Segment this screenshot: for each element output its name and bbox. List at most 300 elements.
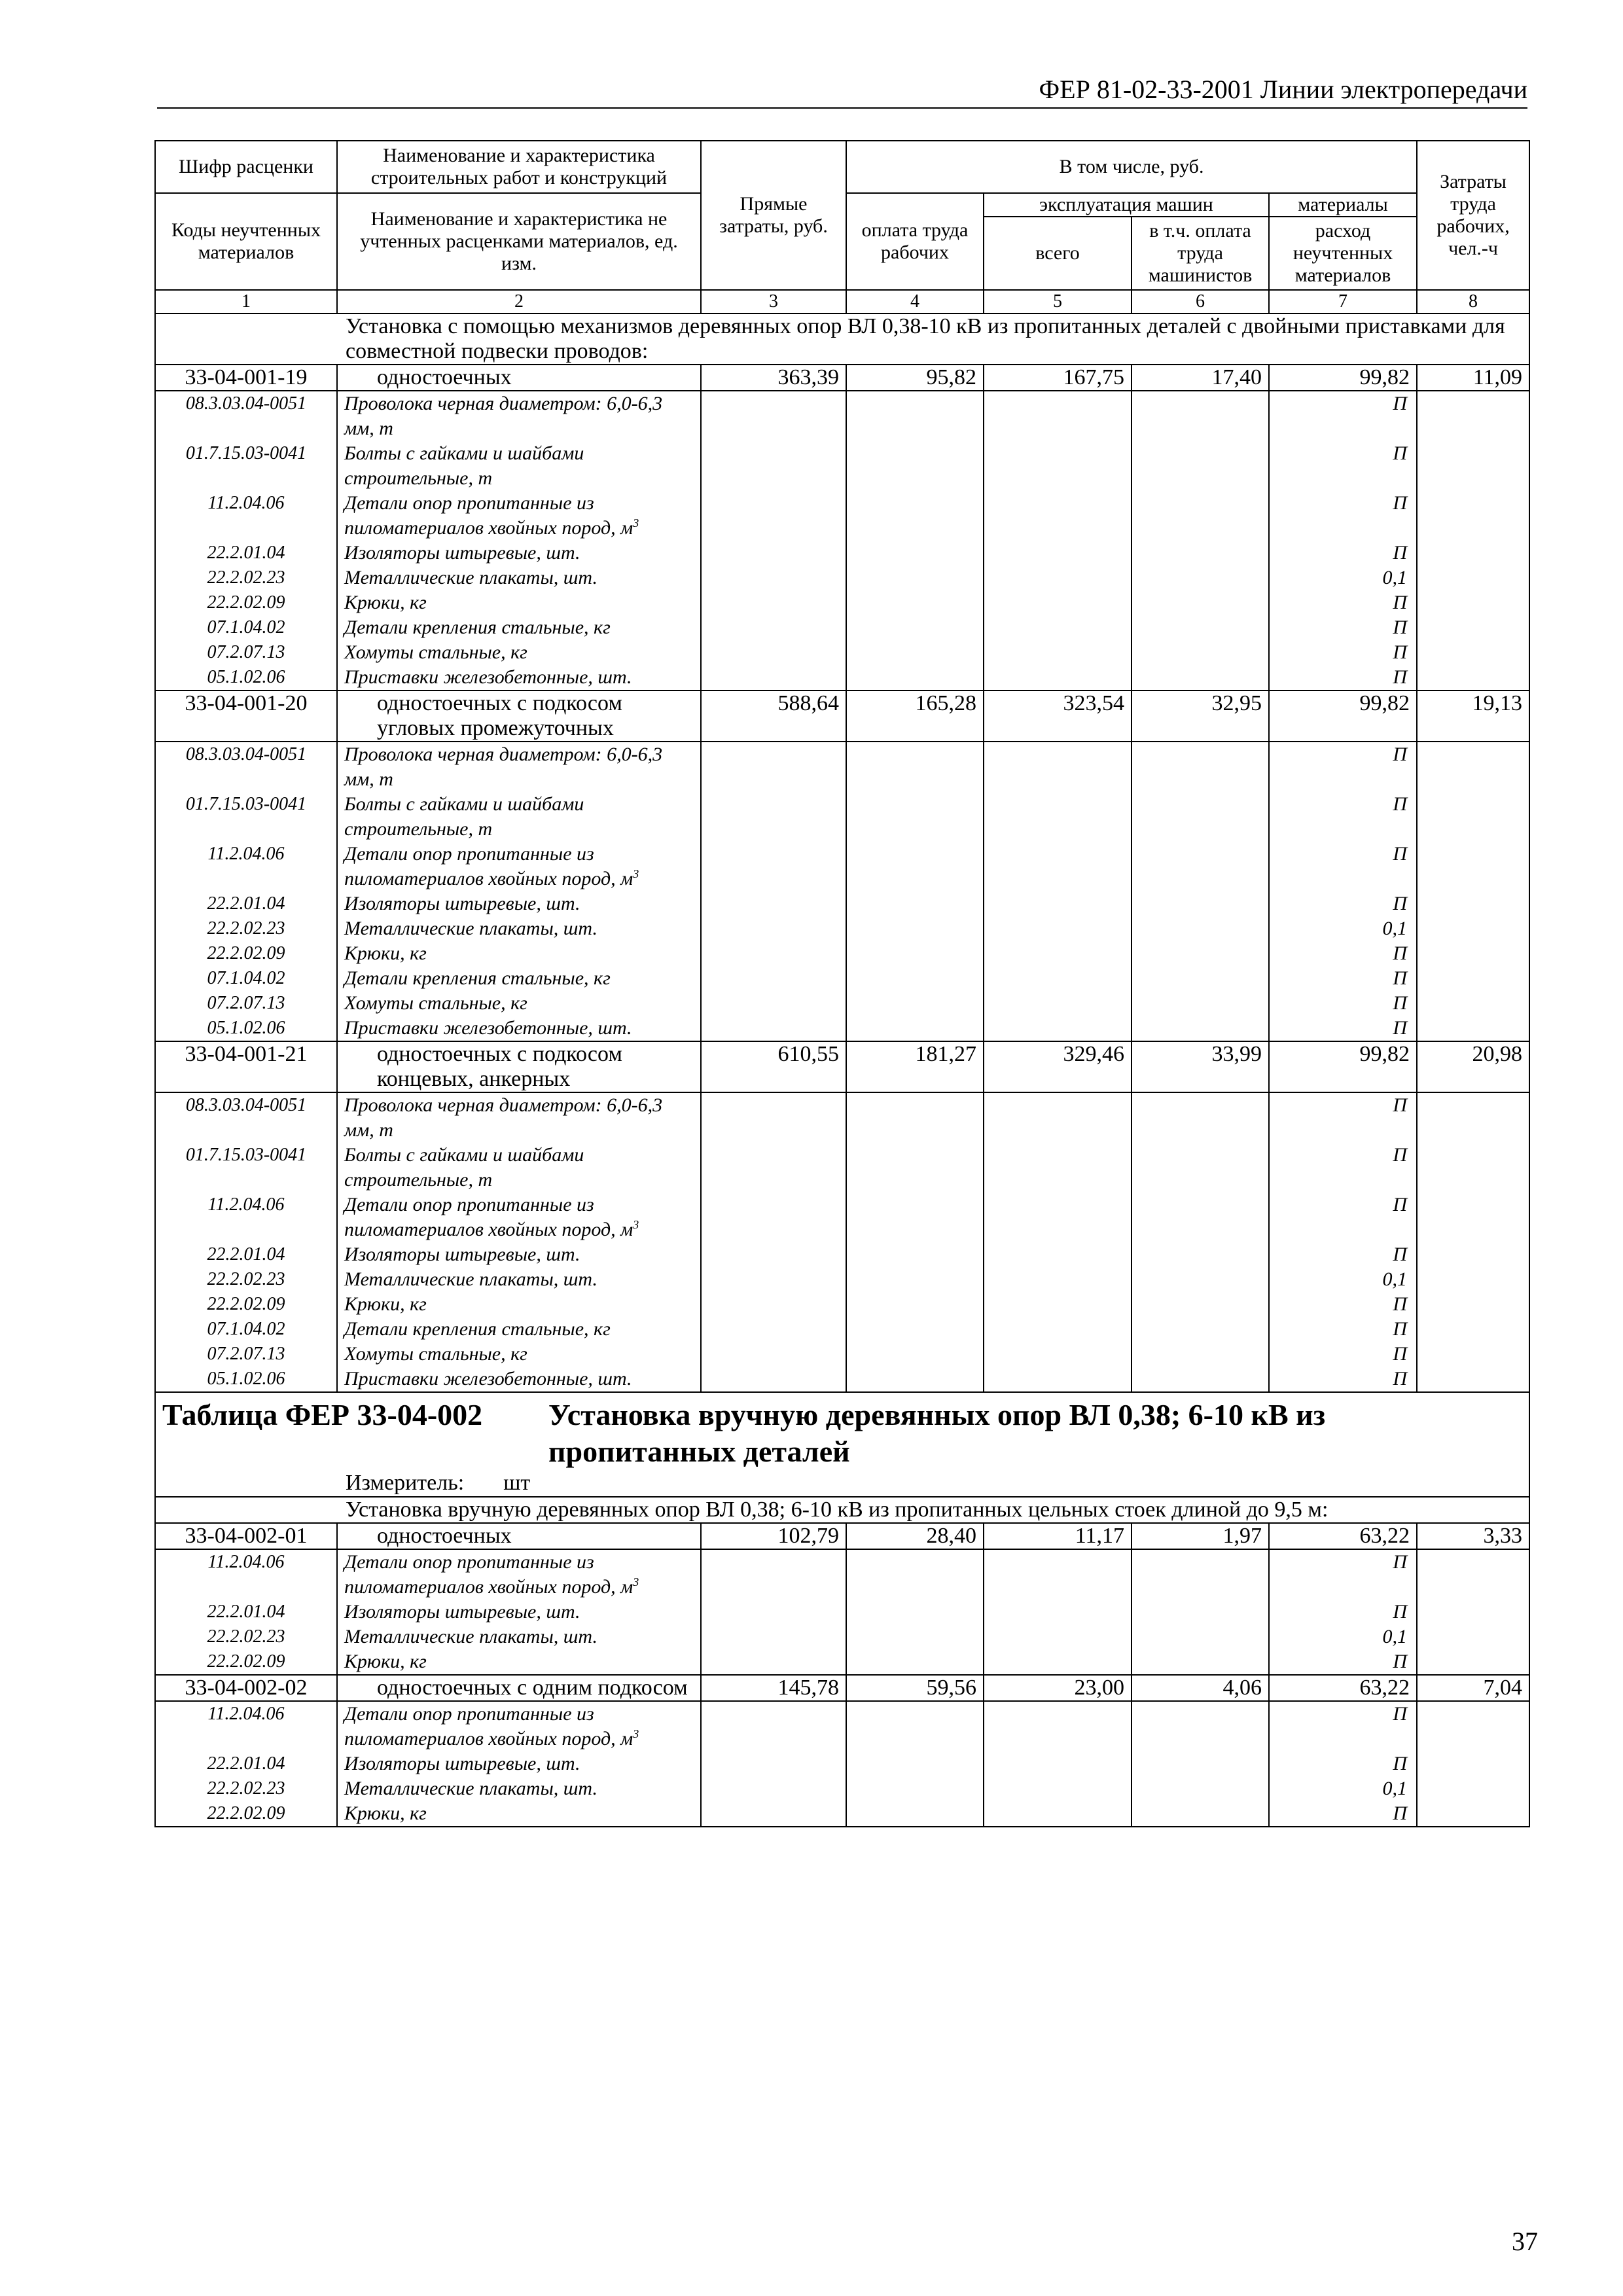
rate-code: 33-04-001-21 <box>155 1041 337 1092</box>
material-qty: 0,1 <box>1269 1267 1417 1292</box>
rate-code: 33-04-002-01 <box>155 1523 337 1549</box>
empty-cell <box>1417 541 1529 565</box>
empty-cell <box>984 491 1132 541</box>
material-qty: П <box>1269 991 1417 1016</box>
empty-cell <box>701 1292 846 1317</box>
empty-cell <box>1417 1367 1529 1392</box>
material-name: Изоляторы штыревые, шт. <box>337 1600 701 1624</box>
empty-cell <box>1132 1143 1269 1193</box>
direct-cost: 145,78 <box>701 1675 846 1701</box>
material-code: 05.1.02.06 <box>155 1367 337 1392</box>
material-code: 22.2.01.04 <box>155 1600 337 1624</box>
material-qty: П <box>1269 1801 1417 1827</box>
material-code: 01.7.15.03-0041 <box>155 792 337 842</box>
section-row <box>155 314 1529 365</box>
empty-cell <box>1417 1092 1529 1143</box>
material-code: 07.2.07.13 <box>155 640 337 665</box>
material-name <box>337 842 701 891</box>
empty-cell <box>984 941 1132 966</box>
empty-cell <box>701 615 846 640</box>
empty-cell <box>1417 1776 1529 1801</box>
machine-wage-cost: 17,40 <box>1132 365 1269 391</box>
empty-cell <box>984 1367 1132 1392</box>
empty-cell <box>1132 891 1269 916</box>
material-code: 22.2.01.04 <box>155 1751 337 1776</box>
wage-cost: 181,27 <box>846 1041 984 1092</box>
rate-code: 33-04-002-02 <box>155 1675 337 1701</box>
empty-cell <box>1417 391 1529 441</box>
empty-cell <box>846 1292 984 1317</box>
empty-cell <box>1417 1242 1529 1267</box>
empty-cell <box>701 916 846 941</box>
material-code: 22.2.01.04 <box>155 891 337 916</box>
empty-cell <box>984 565 1132 590</box>
material-row <box>155 792 1529 842</box>
empty-cell <box>701 1751 846 1776</box>
material-qty: П <box>1269 1193 1417 1242</box>
page-header: ФЕР 81-02-33-2001 Линии электропередачи <box>1039 75 1527 104</box>
material-name: Детали крепления стальные, кг <box>337 615 701 640</box>
material-code: 08.3.03.04-0051 <box>155 742 337 792</box>
material-code: 22.2.02.23 <box>155 1776 337 1801</box>
material-code: 11.2.04.06 <box>155 491 337 541</box>
cube-superscript: 3 <box>633 867 639 880</box>
empty-cell <box>701 640 846 665</box>
empty-cell <box>1132 1092 1269 1143</box>
empty-cell <box>701 842 846 891</box>
empty-cell <box>846 1193 984 1242</box>
material-code: 22.2.02.23 <box>155 1267 337 1292</box>
empty-cell <box>701 1317 846 1342</box>
material-name: Проволока черная диаметром: 6,0-6,3 мм, т <box>337 742 701 792</box>
material-row <box>155 665 1529 691</box>
material-name: Металлические плакаты, шт. <box>337 1267 701 1292</box>
machine-cost: 23,00 <box>984 1675 1132 1701</box>
empty-cell <box>846 1801 984 1827</box>
direct-cost: 102,79 <box>701 1523 846 1549</box>
section-title: Установка вручную деревянных опор ВЛ 0,38; 6-10 кВ из пропитанных цельных стоек длиной до 9,5 м: <box>155 1497 1529 1523</box>
material-row <box>155 1342 1529 1367</box>
labor-cost: 19,13 <box>1417 691 1529 742</box>
empty-cell <box>1132 742 1269 792</box>
material-cost: 99,82 <box>1269 365 1417 391</box>
empty-cell <box>846 441 984 491</box>
material-name: Изоляторы штыревые, шт. <box>337 1242 701 1267</box>
material-code: 22.2.02.23 <box>155 1624 337 1649</box>
material-code: 08.3.03.04-0051 <box>155 391 337 441</box>
labor-cost: 20,98 <box>1417 1041 1529 1092</box>
wage-cost: 59,56 <box>846 1675 984 1701</box>
empty-cell <box>701 1016 846 1041</box>
rate-name: одностоечных <box>337 365 701 391</box>
material-code: 07.1.04.02 <box>155 966 337 991</box>
empty-cell <box>1132 1801 1269 1827</box>
empty-cell <box>846 891 984 916</box>
material-name <box>337 1701 701 1751</box>
page-number: 37 <box>1512 2227 1538 2256</box>
col-labor-header: Затраты труда рабочих, чел.-ч <box>1417 141 1529 290</box>
material-name <box>337 1193 701 1242</box>
empty-cell <box>1132 941 1269 966</box>
material-qty: П <box>1269 842 1417 891</box>
material-row <box>155 1549 1529 1600</box>
empty-cell <box>701 1193 846 1242</box>
material-code: 22.2.02.09 <box>155 1649 337 1675</box>
material-qty: П <box>1269 1016 1417 1041</box>
empty-cell <box>984 1600 1132 1624</box>
empty-cell <box>1132 1242 1269 1267</box>
empty-cell <box>846 916 984 941</box>
empty-cell <box>1132 792 1269 842</box>
col-machines-header: эксплуатация машин <box>984 193 1269 217</box>
material-name-text: Детали опор пропитанные из пиломатериалов хвойных пород, м <box>344 843 633 889</box>
empty-cell <box>846 1600 984 1624</box>
material-code: 11.2.04.06 <box>155 842 337 891</box>
empty-cell <box>1132 441 1269 491</box>
rate-name: одностоечных с одним подкосом <box>337 1675 701 1701</box>
empty-cell <box>1417 1342 1529 1367</box>
empty-cell <box>701 1367 846 1392</box>
material-code: 07.2.07.13 <box>155 991 337 1016</box>
measure-value: шт <box>503 1471 531 1495</box>
material-qty: П <box>1269 1317 1417 1342</box>
material-qty: П <box>1269 1242 1417 1267</box>
empty-cell <box>846 1016 984 1041</box>
machine-cost: 329,46 <box>984 1041 1132 1092</box>
machine-cost: 167,75 <box>984 365 1132 391</box>
rate-row <box>155 1523 1529 1549</box>
empty-cell <box>984 1016 1132 1041</box>
material-name: Приставки железобетонные, шт. <box>337 665 701 691</box>
machine-wage-cost: 33,99 <box>1132 1041 1269 1092</box>
col-code-header: Шифр расценки <box>155 141 337 193</box>
empty-cell <box>1417 792 1529 842</box>
empty-cell <box>846 1776 984 1801</box>
empty-cell <box>1417 891 1529 916</box>
empty-cell <box>846 1649 984 1675</box>
empty-cell <box>846 941 984 966</box>
empty-cell <box>1417 665 1529 691</box>
material-qty: П <box>1269 1649 1417 1675</box>
machine-wage-cost: 32,95 <box>1132 691 1269 742</box>
empty-cell <box>701 1267 846 1292</box>
empty-cell <box>984 842 1132 891</box>
empty-cell <box>846 991 984 1016</box>
material-cost: 99,82 <box>1269 691 1417 742</box>
table-heading: Установка вручную деревянных опор ВЛ 0,38; 6-10 кВ из пропитанных деталей <box>548 1398 1326 1468</box>
empty-cell <box>1417 1801 1529 1827</box>
empty-cell <box>1132 1016 1269 1041</box>
empty-cell <box>846 491 984 541</box>
material-code: 07.1.04.02 <box>155 615 337 640</box>
material-code: 22.2.02.23 <box>155 565 337 590</box>
empty-cell <box>701 1624 846 1649</box>
empty-cell <box>984 916 1132 941</box>
empty-cell <box>1132 665 1269 691</box>
machine-cost: 11,17 <box>984 1523 1132 1549</box>
empty-cell <box>846 640 984 665</box>
material-name: Приставки железобетонные, шт. <box>337 1016 701 1041</box>
empty-cell <box>701 1701 846 1751</box>
rate-name: одностоечных <box>337 1523 701 1549</box>
material-row <box>155 441 1529 491</box>
empty-cell <box>846 1624 984 1649</box>
rate-row <box>155 691 1529 742</box>
empty-cell <box>1417 640 1529 665</box>
material-qty: П <box>1269 1143 1417 1193</box>
machine-wage-cost: 1,97 <box>1132 1523 1269 1549</box>
empty-cell <box>701 792 846 842</box>
material-code: 08.3.03.04-0051 <box>155 1092 337 1143</box>
empty-cell <box>701 565 846 590</box>
material-row <box>155 1801 1529 1827</box>
empty-cell <box>1417 590 1529 615</box>
empty-cell <box>1132 1292 1269 1317</box>
empty-cell <box>701 1549 846 1600</box>
empty-cell <box>984 742 1132 792</box>
material-row <box>155 1242 1529 1267</box>
material-name-text: Детали опор пропитанные из пиломатериалов хвойных пород, м <box>344 492 633 539</box>
empty-cell <box>984 1342 1132 1367</box>
material-name: Крюки, кг <box>337 1801 701 1827</box>
col-number: 5 <box>984 290 1132 314</box>
col-number: 1 <box>155 290 337 314</box>
material-qty: П <box>1269 1342 1417 1367</box>
empty-cell <box>846 742 984 792</box>
material-code: 22.2.02.09 <box>155 1801 337 1827</box>
rate-code: 33-04-001-20 <box>155 691 337 742</box>
material-code: 22.2.02.23 <box>155 916 337 941</box>
direct-cost: 363,39 <box>701 365 846 391</box>
material-code: 11.2.04.06 <box>155 1193 337 1242</box>
material-name: Крюки, кг <box>337 1649 701 1675</box>
labor-cost: 11,09 <box>1417 365 1529 391</box>
empty-cell <box>701 1776 846 1801</box>
empty-cell <box>846 1092 984 1143</box>
material-name: Металлические плакаты, шт. <box>337 565 701 590</box>
material-qty: П <box>1269 491 1417 541</box>
empty-cell <box>984 615 1132 640</box>
rate-row <box>155 1675 1529 1701</box>
empty-cell <box>701 966 846 991</box>
empty-cell <box>846 842 984 891</box>
empty-cell <box>1132 1342 1269 1367</box>
empty-cell <box>1417 1624 1529 1649</box>
machine-wage-cost: 4,06 <box>1132 1675 1269 1701</box>
material-name: Крюки, кг <box>337 1292 701 1317</box>
material-qty: П <box>1269 1092 1417 1143</box>
col-mach-total-header: всего <box>984 217 1132 290</box>
empty-cell <box>701 991 846 1016</box>
material-name: Металлические плакаты, шт. <box>337 1776 701 1801</box>
cube-superscript: 3 <box>633 1727 639 1740</box>
empty-cell <box>1132 1317 1269 1342</box>
empty-cell <box>1417 1701 1529 1751</box>
empty-cell <box>1417 1649 1529 1675</box>
empty-cell <box>701 941 846 966</box>
wage-cost: 95,82 <box>846 365 984 391</box>
empty-cell <box>701 491 846 541</box>
col-direct-header: Прямые затраты, руб. <box>701 141 846 290</box>
material-name: Приставки железобетонные, шт. <box>337 1367 701 1392</box>
col-incl-header: В том числе, руб. <box>846 141 1417 193</box>
empty-cell <box>1417 565 1529 590</box>
col-wage-header: оплата труда рабочих <box>846 193 984 290</box>
empty-cell <box>846 1367 984 1392</box>
empty-cell <box>984 1751 1132 1776</box>
material-qty: П <box>1269 665 1417 691</box>
material-row <box>155 1317 1529 1342</box>
material-row <box>155 590 1529 615</box>
material-qty: П <box>1269 541 1417 565</box>
empty-cell <box>984 1143 1132 1193</box>
material-row <box>155 1751 1529 1776</box>
empty-cell <box>1132 1776 1269 1801</box>
section-title: Установка с помощью механизмов деревянных опор ВЛ 0,38-10 кВ из пропитанных деталей с двойными приставками для совместной подвески проводов: <box>155 314 1529 365</box>
material-qty: П <box>1269 1701 1417 1751</box>
material-row <box>155 1649 1529 1675</box>
table-title <box>155 1392 1529 1470</box>
material-qty: П <box>1269 1292 1417 1317</box>
empty-cell <box>1417 491 1529 541</box>
material-code: 11.2.04.06 <box>155 1701 337 1751</box>
empty-cell <box>1132 842 1269 891</box>
material-name-text: Детали опор пропитанные из пиломатериалов хвойных пород, м <box>344 1194 633 1240</box>
empty-cell <box>701 1342 846 1367</box>
material-qty: П <box>1269 1549 1417 1600</box>
empty-cell <box>701 1649 846 1675</box>
empty-cell <box>846 1317 984 1342</box>
material-qty: П <box>1269 792 1417 842</box>
empty-cell <box>1132 590 1269 615</box>
empty-cell <box>846 1549 984 1600</box>
col-name-sub-header: Наименование и характеристика не учтенных расценками материалов, ед. изм. <box>337 193 701 290</box>
machine-cost: 323,54 <box>984 691 1132 742</box>
rate-name: одностоечных с подкосом угловых промежуточных <box>337 691 701 742</box>
material-name: Проволока черная диаметром: 6,0-6,3 мм, т <box>337 1092 701 1143</box>
empty-cell <box>984 792 1132 842</box>
material-row <box>155 1193 1529 1242</box>
material-row <box>155 541 1529 565</box>
material-qty: П <box>1269 1751 1417 1776</box>
rate-group <box>155 1523 1529 1675</box>
empty-cell <box>1417 1317 1529 1342</box>
material-code: 22.2.01.04 <box>155 1242 337 1267</box>
empty-cell <box>984 665 1132 691</box>
material-qty: П <box>1269 742 1417 792</box>
col-mat-sub-header: расход неучтенных материалов <box>1269 217 1417 290</box>
empty-cell <box>1132 1193 1269 1242</box>
empty-cell <box>1417 842 1529 891</box>
empty-cell <box>984 1776 1132 1801</box>
empty-cell <box>984 1292 1132 1317</box>
material-code: 07.2.07.13 <box>155 1342 337 1367</box>
material-code: 05.1.02.06 <box>155 1016 337 1041</box>
material-row <box>155 916 1529 941</box>
empty-cell <box>1417 1751 1529 1776</box>
material-qty: П <box>1269 966 1417 991</box>
empty-cell <box>1132 1751 1269 1776</box>
empty-cell <box>984 1092 1132 1143</box>
empty-cell <box>984 590 1132 615</box>
measure <box>155 1470 1529 1497</box>
material-code: 22.2.02.09 <box>155 941 337 966</box>
empty-cell <box>846 391 984 441</box>
material-cost: 63,22 <box>1269 1523 1417 1549</box>
material-row <box>155 1143 1529 1193</box>
header-row-1 <box>155 141 1529 193</box>
empty-cell <box>701 391 846 441</box>
material-code: 22.2.02.09 <box>155 1292 337 1317</box>
empty-cell <box>1132 1367 1269 1392</box>
empty-cell <box>701 441 846 491</box>
wage-cost: 165,28 <box>846 691 984 742</box>
empty-cell <box>1417 742 1529 792</box>
empty-cell <box>984 1317 1132 1342</box>
empty-cell <box>984 1242 1132 1267</box>
direct-cost: 610,55 <box>701 1041 846 1092</box>
labor-cost: 7,04 <box>1417 1675 1529 1701</box>
empty-cell <box>1417 1292 1529 1317</box>
material-row <box>155 1292 1529 1317</box>
material-row <box>155 891 1529 916</box>
material-name: Крюки, кг <box>337 941 701 966</box>
empty-cell <box>1417 1016 1529 1041</box>
section-row <box>155 1497 1529 1523</box>
empty-cell <box>1132 640 1269 665</box>
empty-cell <box>1132 1549 1269 1600</box>
empty-cell <box>701 891 846 916</box>
material-name-text: Детали опор пропитанные из пиломатериалов хвойных пород, м <box>344 1703 633 1749</box>
material-row <box>155 565 1529 590</box>
rate-group <box>155 1041 1529 1392</box>
empty-cell <box>701 541 846 565</box>
col-number: 6 <box>1132 290 1269 314</box>
material-qty: П <box>1269 391 1417 441</box>
material-cost: 63,22 <box>1269 1675 1417 1701</box>
empty-cell <box>701 590 846 615</box>
material-name: Детали крепления стальные, кг <box>337 966 701 991</box>
empty-cell <box>846 1267 984 1292</box>
empty-cell <box>1132 1701 1269 1751</box>
material-row <box>155 742 1529 792</box>
empty-cell <box>1417 441 1529 491</box>
empty-cell <box>984 1549 1132 1600</box>
empty-cell <box>984 391 1132 441</box>
empty-cell <box>846 590 984 615</box>
empty-cell <box>846 541 984 565</box>
labor-cost: 3,33 <box>1417 1523 1529 1549</box>
material-row <box>155 1701 1529 1751</box>
col-code-sub-header: Коды неучтенных материалов <box>155 193 337 290</box>
material-name: Изоляторы штыревые, шт. <box>337 541 701 565</box>
material-row <box>155 991 1529 1016</box>
wage-cost: 28,40 <box>846 1523 984 1549</box>
rate-group <box>155 365 1529 691</box>
material-qty: 0,1 <box>1269 1776 1417 1801</box>
col-number: 2 <box>337 290 701 314</box>
empty-cell <box>701 1242 846 1267</box>
material-name: Металлические плакаты, шт. <box>337 916 701 941</box>
empty-cell <box>1132 1267 1269 1292</box>
material-name: Болты с гайками и шайбами строительные, т <box>337 1143 701 1193</box>
material-name <box>337 1549 701 1600</box>
material-cost: 99,82 <box>1269 1041 1417 1092</box>
empty-cell <box>1417 941 1529 966</box>
empty-cell <box>984 1649 1132 1675</box>
material-row <box>155 1600 1529 1624</box>
empty-cell <box>984 1701 1132 1751</box>
